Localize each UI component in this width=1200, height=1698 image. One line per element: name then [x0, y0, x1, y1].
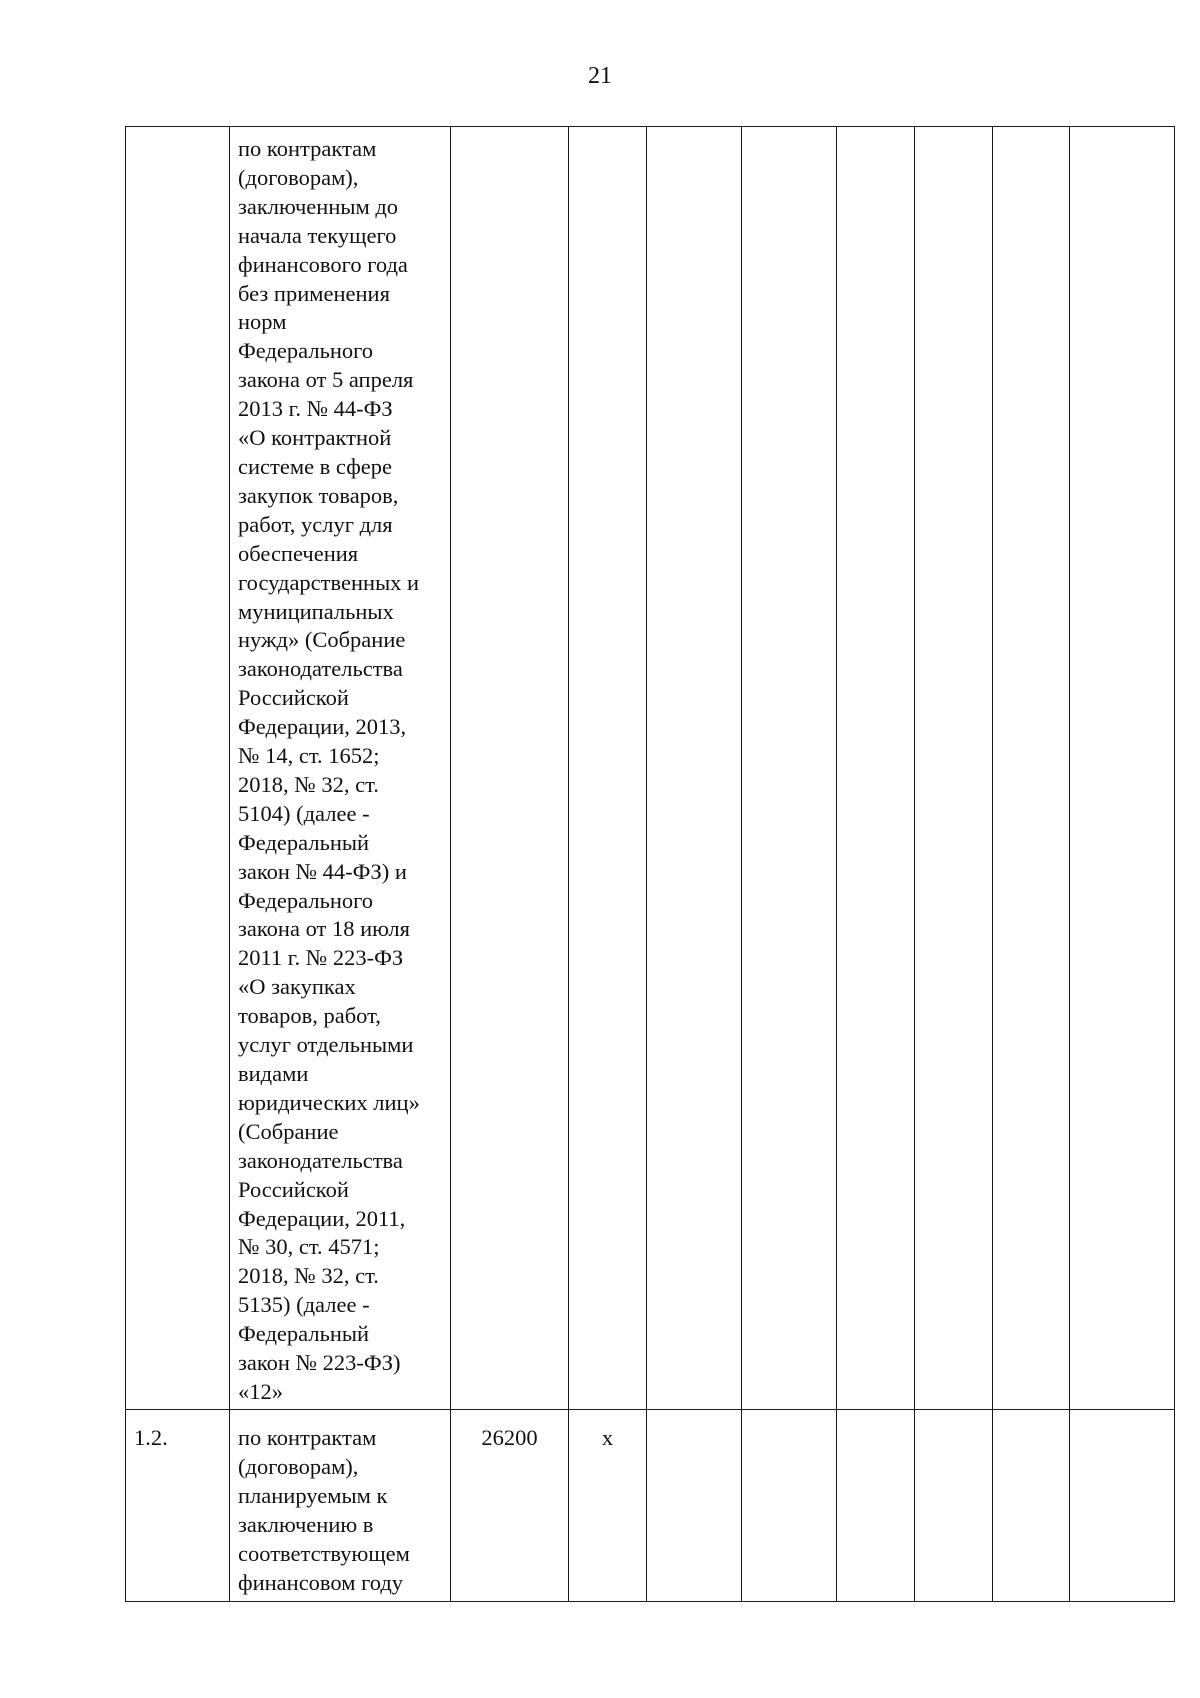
row-number-cell: [126, 1410, 230, 1602]
code-cell: [451, 127, 569, 1410]
empty-cell: [837, 127, 915, 1410]
empty-cell: [647, 1410, 742, 1602]
table-row: [126, 1410, 1175, 1602]
row-number-cell: [126, 127, 230, 1410]
mark-cell: [569, 127, 647, 1410]
mark-cell: [569, 1410, 647, 1602]
description-cell: [230, 1410, 451, 1602]
row-number: 1.2.: [134, 1425, 168, 1450]
row-mark: [569, 127, 646, 141]
row-description: по контрактам (договорам), заключенным до начала текущего финансового года без применения норм Федерального закона от 5 апреля 2013 г. № 44-ФЗ «О контрактной системе в сфере закупок товаров, работ, услуг для обеспечения государственных и муниципальных нужд» (Собрание законодательства Российской Федерации, 2013, № 14, ст. 1652; 2018, № 32, ст. 5104) (далее - Федеральный закон № 44-ФЗ) и Федерального закона от 18 июля 2011 г. № 223-ФЗ «О закупках товаров, работ, услуг отдельными видами юридических лиц» (Собрание законодательства Российской Федерации, 2011, № 30, ст. 4571; 2018, № 32, ст. 5135) (далее - Федеральный закон № 223-ФЗ) «12»: [238, 136, 420, 1404]
data-table: [125, 126, 1175, 1602]
empty-cell: [915, 127, 993, 1410]
empty-cell: [915, 1410, 993, 1602]
row-code: 26200: [481, 1425, 538, 1450]
empty-cell: [993, 127, 1070, 1410]
table-row: [126, 127, 1175, 1410]
page-number: 21: [588, 63, 612, 89]
row-number: [126, 127, 229, 141]
empty-cell: [742, 1410, 837, 1602]
empty-cell: [837, 1410, 915, 1602]
code-cell: [451, 1410, 569, 1602]
row-mark: x: [601, 1425, 614, 1450]
description-cell: [230, 127, 451, 1410]
empty-cell: [1070, 127, 1175, 1410]
empty-cell: [993, 1410, 1070, 1602]
empty-cell: [742, 127, 837, 1410]
empty-cell: [1070, 1410, 1175, 1602]
row-description: по контрактам (договорам), планируемым к заключению в соответствующем финансовом году: [238, 1425, 410, 1595]
empty-cell: [647, 127, 742, 1410]
row-code: [451, 127, 568, 141]
